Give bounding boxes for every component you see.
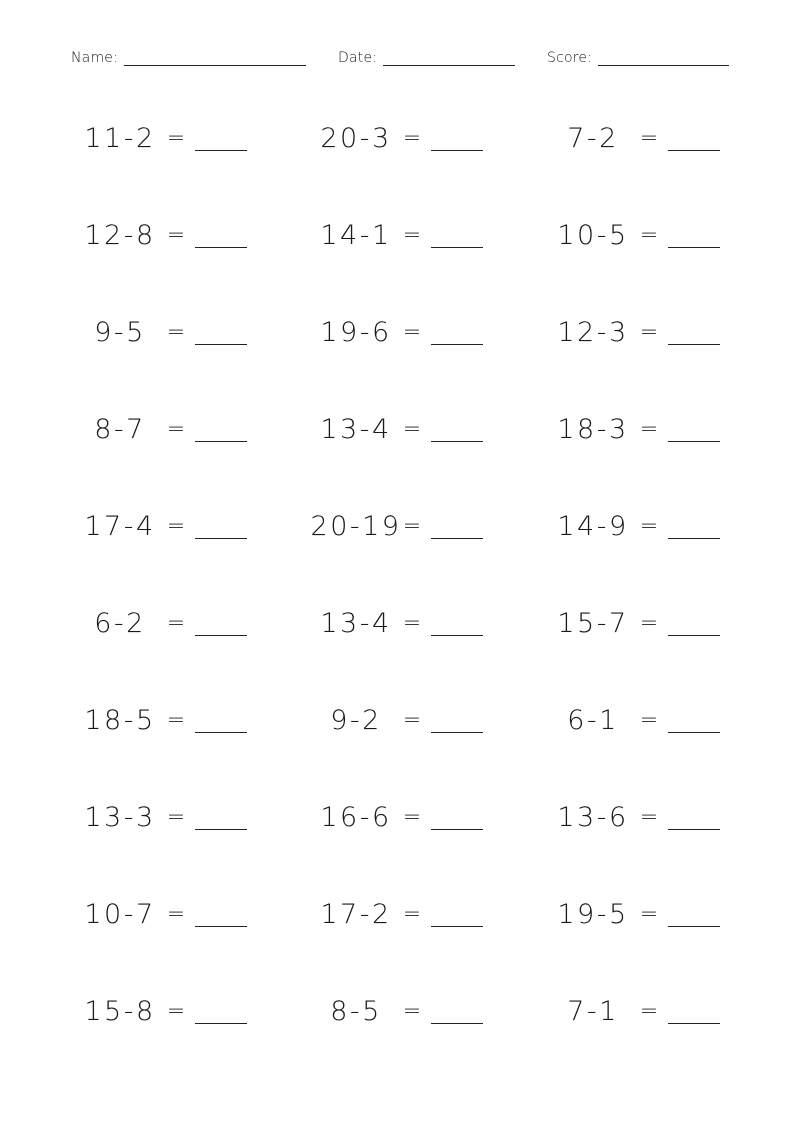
- problem-item: [70, 216, 270, 256]
- equals-sign: =: [402, 902, 422, 927]
- answer-blank[interactable]: [195, 247, 247, 248]
- problem-expression: 16-6: [320, 802, 392, 833]
- answer-blank[interactable]: [668, 635, 720, 636]
- problem-item: [543, 798, 743, 838]
- equals-sign: =: [639, 223, 659, 248]
- equals-sign: =: [402, 126, 422, 151]
- problem-expression: 17-2: [320, 899, 392, 930]
- worksheet-header: [0, 46, 794, 70]
- equals-sign: =: [166, 999, 186, 1024]
- equals-sign: =: [166, 805, 186, 830]
- answer-blank[interactable]: [195, 441, 247, 442]
- equals-sign: =: [166, 223, 186, 248]
- problem-item: [543, 604, 743, 644]
- equals-sign: =: [402, 223, 422, 248]
- name-label: Name:: [71, 50, 119, 66]
- answer-blank[interactable]: [431, 829, 483, 830]
- equals-sign: =: [639, 999, 659, 1024]
- problem-item: [306, 798, 506, 838]
- name-field[interactable]: [71, 46, 306, 70]
- problem-item: [543, 410, 743, 450]
- problem-expression: 19-6: [320, 317, 392, 348]
- problem-item: [70, 992, 270, 1032]
- equals-sign: =: [639, 514, 659, 539]
- problem-item: [543, 701, 743, 741]
- answer-blank[interactable]: [668, 150, 720, 151]
- equals-sign: =: [166, 514, 186, 539]
- answer-blank[interactable]: [195, 344, 247, 345]
- equals-sign: =: [639, 126, 659, 151]
- equals-sign: =: [639, 611, 659, 636]
- answer-blank[interactable]: [431, 344, 483, 345]
- problem-expression: 10-7: [84, 899, 156, 930]
- problem-expression: 10-5: [557, 220, 629, 251]
- problem-expression: 11-2: [84, 123, 156, 154]
- answer-blank[interactable]: [668, 538, 720, 539]
- equals-sign: =: [166, 417, 186, 442]
- problem-expression: 20-3: [320, 123, 392, 154]
- answer-blank[interactable]: [195, 732, 247, 733]
- problem-expression: 13-4: [320, 608, 392, 639]
- answer-blank[interactable]: [195, 635, 247, 636]
- problem-expression: 13-4: [320, 414, 392, 445]
- equals-sign: =: [402, 320, 422, 345]
- problem-item: [543, 313, 743, 353]
- equals-sign: =: [166, 126, 186, 151]
- problem-expression: 15-7: [557, 608, 629, 639]
- answer-blank[interactable]: [431, 635, 483, 636]
- problem-item: [306, 410, 506, 450]
- equals-sign: =: [402, 514, 422, 539]
- problem-expression: 18-5: [84, 705, 156, 736]
- problem-expression: 12-8: [84, 220, 156, 251]
- equals-sign: =: [402, 417, 422, 442]
- answer-blank[interactable]: [431, 441, 483, 442]
- answer-blank[interactable]: [668, 926, 720, 927]
- answer-blank[interactable]: [668, 247, 720, 248]
- problem-expression: 14-9: [557, 511, 629, 542]
- problem-item: [306, 216, 506, 256]
- problem-expression: 19-5: [557, 899, 629, 930]
- score-line[interactable]: [598, 49, 729, 66]
- answer-blank[interactable]: [431, 247, 483, 248]
- problem-item: [543, 507, 743, 547]
- problem-item: [306, 992, 506, 1032]
- problem-item: [543, 216, 743, 256]
- problem-expression: 12-3: [557, 317, 629, 348]
- problem-expression: 8-5: [330, 996, 382, 1027]
- problem-expression: 13-6: [557, 802, 629, 833]
- name-line[interactable]: [124, 49, 306, 66]
- answer-blank[interactable]: [431, 732, 483, 733]
- problem-expression: 15-8: [84, 996, 156, 1027]
- problem-item: [70, 701, 270, 741]
- problem-item: [70, 410, 270, 450]
- answer-blank[interactable]: [668, 1023, 720, 1024]
- answer-blank[interactable]: [668, 441, 720, 442]
- equals-sign: =: [402, 708, 422, 733]
- problem-item: [70, 507, 270, 547]
- problem-item: [70, 798, 270, 838]
- answer-blank[interactable]: [195, 538, 247, 539]
- answer-blank[interactable]: [668, 344, 720, 345]
- date-field[interactable]: [338, 46, 515, 70]
- equals-sign: =: [402, 805, 422, 830]
- problem-expression: 7-2: [567, 123, 619, 154]
- problem-item: [306, 507, 506, 547]
- problem-expression: 18-3: [557, 414, 629, 445]
- equals-sign: =: [639, 805, 659, 830]
- score-field[interactable]: [547, 46, 729, 70]
- problem-item: [543, 992, 743, 1032]
- problem-item: [70, 119, 270, 159]
- answer-blank[interactable]: [431, 926, 483, 927]
- score-label: Score:: [547, 50, 593, 66]
- problem-item: [306, 701, 506, 741]
- date-label: Date:: [338, 50, 378, 66]
- problem-expression: 8-7: [94, 414, 146, 445]
- problem-item: [543, 895, 743, 935]
- answer-blank[interactable]: [195, 150, 247, 151]
- problem-item: [70, 604, 270, 644]
- problem-item: [70, 313, 270, 353]
- problem-item: [306, 895, 506, 935]
- problem-item: [543, 119, 743, 159]
- date-line[interactable]: [383, 49, 515, 66]
- problem-expression: 13-3: [84, 802, 156, 833]
- answer-blank[interactable]: [668, 829, 720, 830]
- problem-expression: 9-5: [94, 317, 146, 348]
- equals-sign: =: [402, 611, 422, 636]
- problem-item: [306, 313, 506, 353]
- answer-blank[interactable]: [668, 732, 720, 733]
- answer-blank[interactable]: [431, 538, 483, 539]
- answer-blank[interactable]: [431, 1023, 483, 1024]
- equals-sign: =: [639, 417, 659, 442]
- problem-expression: 20-19: [310, 511, 402, 542]
- problem-item: [306, 119, 506, 159]
- problem-expression: 9-2: [330, 705, 382, 736]
- problem-item: [70, 895, 270, 935]
- equals-sign: =: [639, 708, 659, 733]
- answer-blank[interactable]: [431, 150, 483, 151]
- problem-expression: 17-4: [84, 511, 156, 542]
- equals-sign: =: [166, 902, 186, 927]
- problem-expression: 6-1: [567, 705, 619, 736]
- answer-blank[interactable]: [195, 926, 247, 927]
- equals-sign: =: [639, 902, 659, 927]
- problem-expression: 14-1: [320, 220, 392, 251]
- problem-item: [306, 604, 506, 644]
- problem-expression: 7-1: [567, 996, 619, 1027]
- problem-expression: 6-2: [94, 608, 146, 639]
- equals-sign: =: [639, 320, 659, 345]
- answer-blank[interactable]: [195, 829, 247, 830]
- equals-sign: =: [166, 611, 186, 636]
- answer-blank[interactable]: [195, 1023, 247, 1024]
- equals-sign: =: [402, 999, 422, 1024]
- equals-sign: =: [166, 708, 186, 733]
- equals-sign: =: [166, 320, 186, 345]
